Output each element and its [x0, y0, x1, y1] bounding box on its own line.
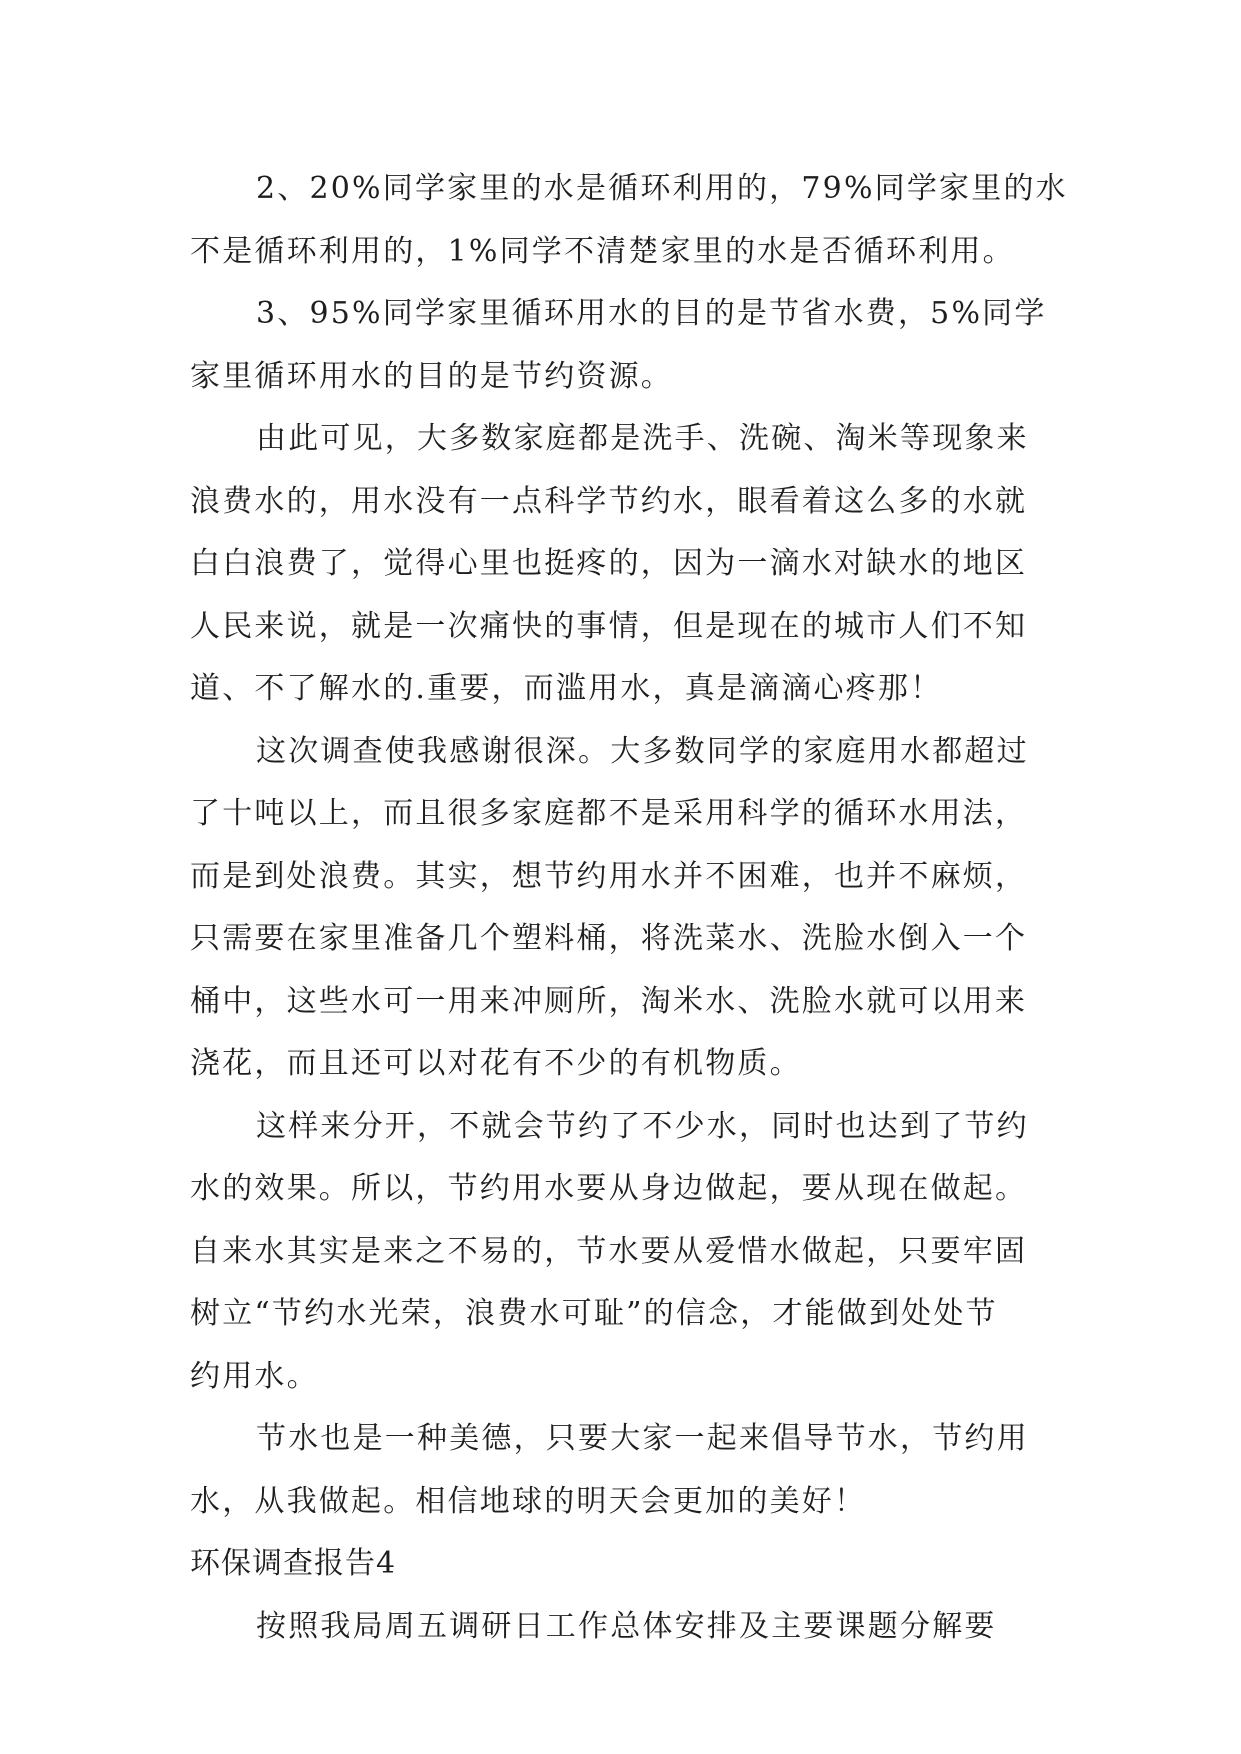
paragraph-line: 按照我局周五调研日工作总体安排及主要课题分解要: [256, 1608, 997, 1644]
paragraph-line: 2、20%同学家里的水是循环利用的，79%同学家里的水: [256, 171, 1068, 206]
paragraph-line: 约用水。: [190, 1358, 319, 1394]
paragraph-line: 人民来说，就是一次痛快的事情，但是现在的城市人们不知: [190, 608, 1028, 644]
paragraph-line: 自来水其实是来之不易的，节水要从爱惜水做起，只要牢固: [190, 1233, 1028, 1269]
paragraph-line: 3、95%同学家里循环用水的目的是节省水费，5%同学: [256, 296, 1047, 331]
paragraph-line: 树立“节约水光荣，浪费水可耻”的信念，才能做到处处节: [190, 1296, 998, 1331]
paragraph-line: 道、不了解水的.重要，而滥用水，真是滴滴心疼那！: [190, 671, 943, 706]
paragraph-line: 桶中，这些水可一用来冲厕所，淘米水、洗脸水就可以用来: [190, 983, 1028, 1019]
paragraph-line: 不是循环利用的，1%同学不清楚家里的水是否循环利用。: [190, 233, 1015, 269]
paragraph-line: 这样来分开，不就会节约了不少水，同时也达到了节约: [256, 1108, 1029, 1144]
paragraph-line: 而是到处浪费。其实，想节约用水并不困难，也并不麻烦，: [190, 858, 1028, 894]
paragraph-line: 浇花，而且还可以对花有不少的有机物质。: [190, 1046, 802, 1081]
paragraph-line: 白白浪费了，觉得心里也挺疼的，因为一滴水对缺水的地区: [190, 546, 1028, 581]
section-heading: 环保调查报告4: [190, 1546, 397, 1581]
paragraph-line: 只需要在家里准备几个塑料桶，将洗菜水、洗脸水倒入一个: [190, 921, 1028, 956]
paragraph-line: 这次调查使我感谢很深。大多数同学的家庭用水都超过: [256, 733, 1029, 769]
document-body: [190, 158, 1070, 1658]
paragraph-line: 家里循环用水的目的是节约资源。: [190, 358, 673, 394]
paragraph-line: 由此可见，大多数家庭都是洗手、洗碗、淘米等现象来: [256, 421, 1029, 456]
paragraph-line: 浪费水的，用水没有一点科学节约水，眼看着这么多的水就: [190, 483, 1028, 519]
paragraph-line: 水，从我做起。相信地球的明天会更加的美好！: [190, 1483, 867, 1519]
paragraph-line: 水的效果。所以，节约用水要从身边做起，要从现在做起。: [190, 1171, 1028, 1206]
paragraph-line: 了十吨以上，而且很多家庭都不是采用科学的循环水用法，: [190, 796, 1028, 831]
paragraph-line: 节水也是一种美德，只要大家一起来倡导节水，节约用: [256, 1421, 1029, 1456]
